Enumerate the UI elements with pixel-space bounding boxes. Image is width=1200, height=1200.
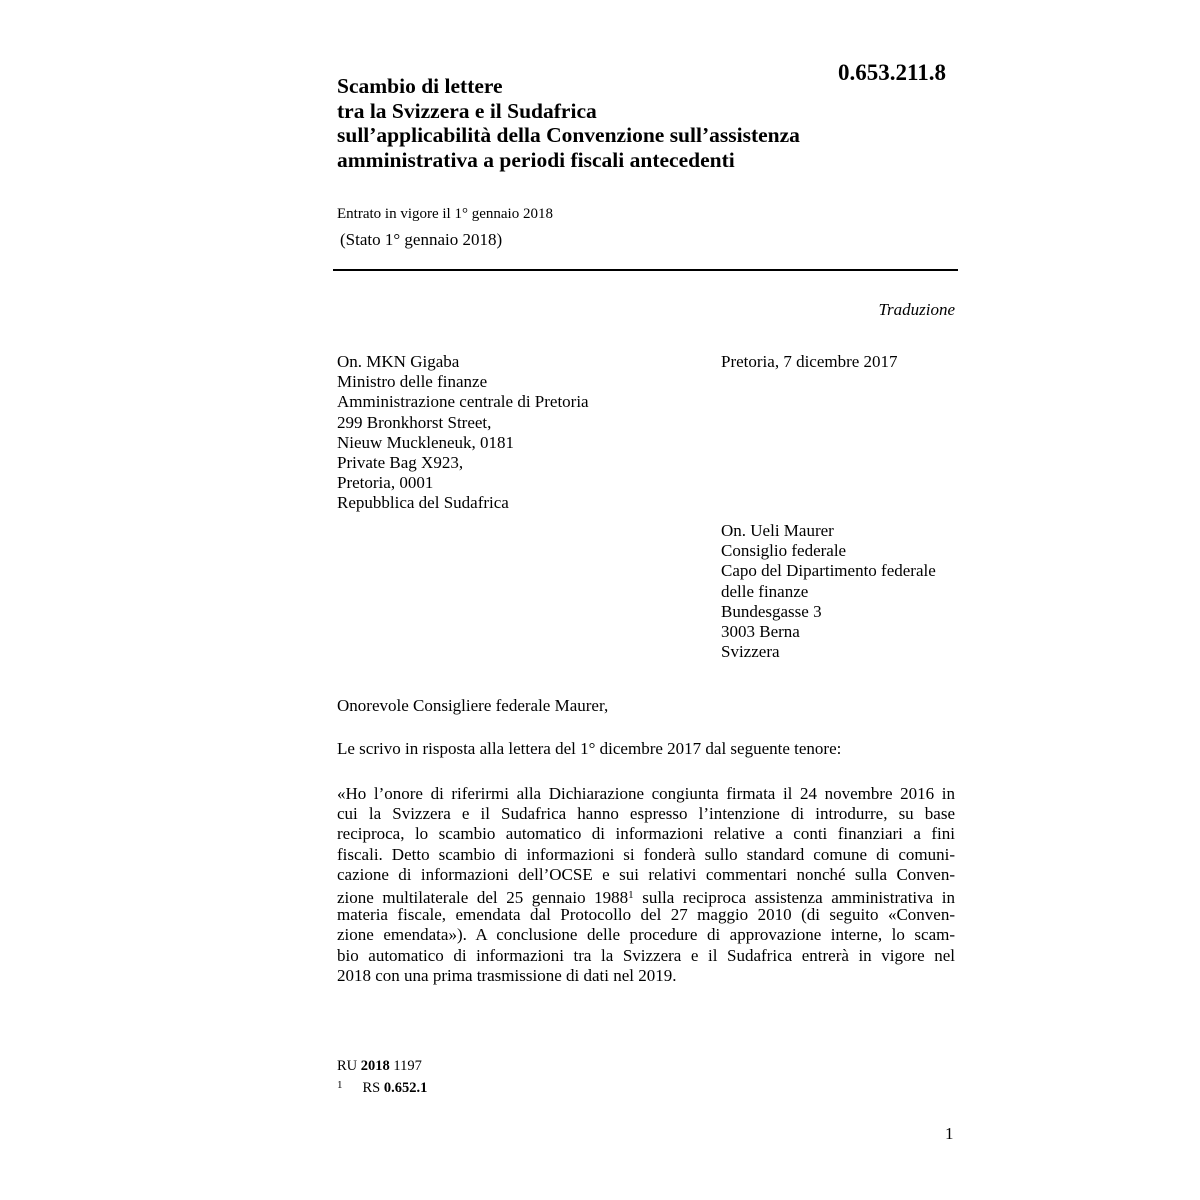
title-line-2: tra la Svizzera e il Sudafrica (337, 98, 597, 123)
paragraph-line: cui la Svizzera e il Sudafrica hanno espresso l’intenzione di introdurre, su base (337, 804, 955, 824)
status-date: (Stato 1° gennaio 2018) (340, 230, 503, 249)
title-line-1: Scambio di lettere (337, 74, 503, 98)
paragraph-line: bio automatico di informazioni tra la Svizzera e il Sudafrica entrerà in vigore nel (337, 945, 955, 965)
recipient-line: Svizzera (721, 642, 780, 662)
ru-year: 2018 (360, 1058, 390, 1074)
header-divider (333, 269, 958, 271)
sender-line: Private Bag X923, (337, 453, 464, 473)
recipient-line: On. Ueli Maurer (721, 521, 834, 540)
sender-line: Pretoria, 0001 (337, 473, 434, 493)
paragraph-line: 2018 con una prima trasmissione di dati nel 2019. (337, 965, 677, 985)
translation-label: Traduzione (878, 300, 955, 319)
sender-line: Ministro delle finanze (337, 372, 488, 392)
footnote-prefix: RS (362, 1080, 384, 1096)
footnote-reference[interactable]: 1 (628, 888, 634, 901)
sender-line: 299 Bronkhorst Street, (337, 412, 492, 432)
paragraph-text: sulla reciproca assistenza amministrativa in (633, 887, 955, 907)
page-number: 1 (945, 1124, 954, 1143)
paragraph-line: cazione di informazioni dell’OCSE e sui relativi commentari nonché sulla Conven- (337, 864, 955, 884)
ru-page: 1197 (389, 1058, 422, 1074)
recipient-line: Bundesgasse 3 (721, 601, 822, 621)
footnote-1 (337, 1079, 427, 1097)
quoted-letter-paragraph (337, 784, 955, 986)
recipient-line: 3003 Berna (721, 622, 800, 642)
paragraph-line: fiscali. Detto scambio di informazioni si fonderà sullo standard comune di comuni- (337, 844, 955, 864)
paragraph-line: materia fiscale, emendata dal Protocollo del 27 maggio 2010 (di seguito «Conven- (337, 905, 955, 925)
title-line-3: sull’applicabilità della Convenzione sull’assistenza (337, 123, 800, 147)
entry-into-force: Entrato in vigore il 1° gennaio 2018 (337, 206, 553, 222)
sender-line: Repubblica del Sudafrica (337, 493, 509, 513)
paragraph-line: zione emendata»). A conclusione delle procedure di approvazione interne, lo scam- (337, 925, 955, 945)
paragraph-line (337, 885, 955, 905)
recipient-line: Capo del Dipartimento federale (721, 561, 936, 581)
ru-prefix: RU (337, 1058, 361, 1074)
recipient-address (721, 521, 936, 662)
sr-number: 0.653.211.8 (838, 60, 946, 85)
sender-line: Amministrazione centrale di Pretoria (337, 392, 589, 412)
salutation: Onorevole Consigliere federale Maurer, (337, 696, 609, 715)
letter-date: Pretoria, 7 dicembre 2017 (721, 352, 898, 371)
document-title (337, 74, 897, 172)
recipient-line: Consiglio federale (721, 541, 847, 561)
sender-address (337, 352, 589, 514)
title-line-4: amministrativa a periodi fiscali antecedenti (337, 147, 735, 172)
sender-line: On. MKN Gigaba (337, 352, 460, 371)
paragraph-text: zione multilaterale del 25 gennaio 1988 (337, 887, 629, 907)
paragraph-line: reciproca, lo scambio automatico di informazioni relative a conti finanziari a fini (337, 824, 955, 844)
footnote-number: 1 (337, 1079, 343, 1091)
sender-line: Nieuw Muckleneuk, 0181 (337, 432, 515, 452)
footnote-link[interactable]: 0.652.1 (383, 1080, 428, 1096)
official-compilation-reference (337, 1058, 422, 1075)
recipient-line: delle finanze (721, 581, 809, 601)
paragraph-line: «Ho l’onore di riferirmi alla Dichiarazione congiunta firmata il 24 novembre 2016 in (337, 784, 955, 803)
intro-paragraph: Le scrivo in risposta alla lettera del 1° dicembre 2017 dal seguente tenore: (337, 739, 842, 758)
